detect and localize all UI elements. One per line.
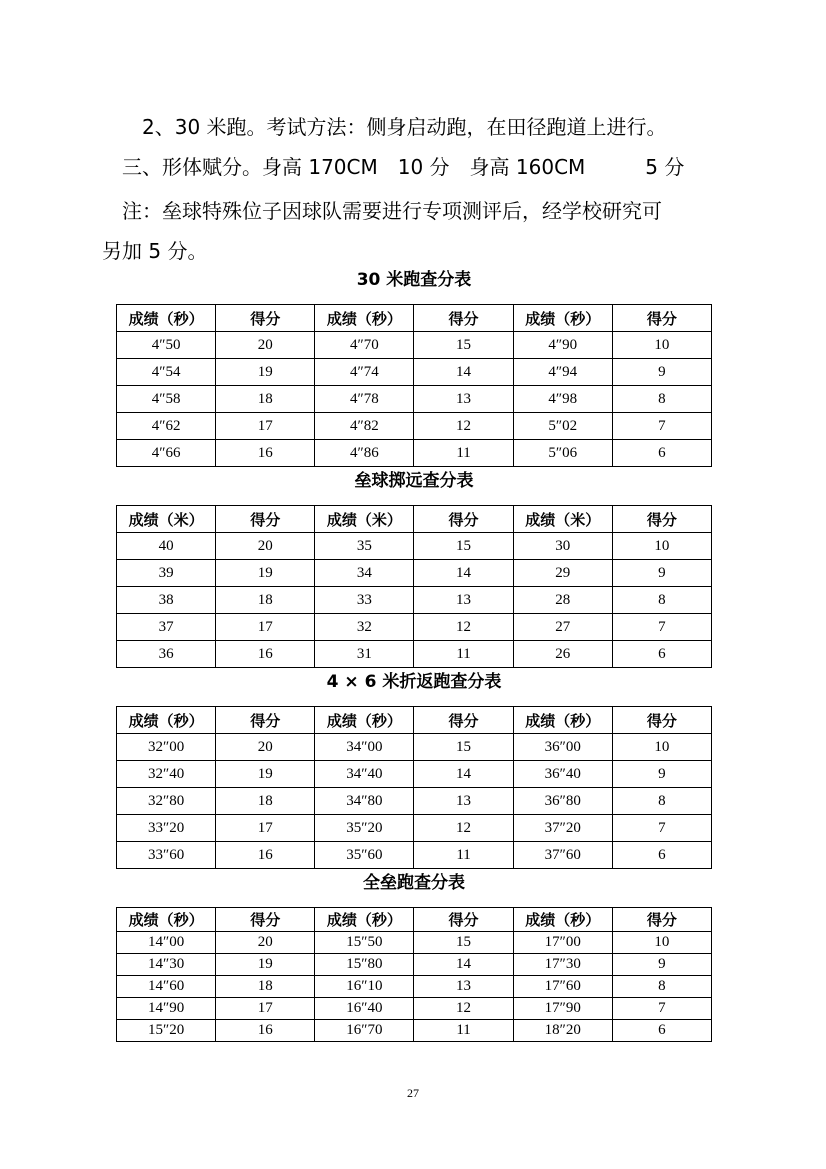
table-cell: 33 (315, 587, 414, 614)
table-cell: 12 (414, 998, 513, 1020)
table-cell: 15 (414, 332, 513, 359)
table-cell: 19 (216, 761, 315, 788)
table-cell: 16 (216, 641, 315, 668)
table-cell: 17″90 (513, 998, 612, 1020)
header-cell: 成绩（秒） (117, 305, 216, 332)
header-cell: 成绩（秒） (117, 707, 216, 734)
table-cell: 9 (612, 761, 711, 788)
paragraph-note: 注：垒球特殊位子因球队需要进行专项测评后，经学校研究可 (122, 199, 662, 223)
table-cell: 18 (216, 788, 315, 815)
table-row (117, 560, 712, 587)
table-cell: 10 (612, 734, 711, 761)
header-cell: 成绩（秒） (513, 305, 612, 332)
table-cell: 14″30 (117, 954, 216, 976)
table-cell: 34″00 (315, 734, 414, 761)
table-cell: 15″20 (117, 1020, 216, 1042)
header-cell: 得分 (612, 908, 711, 932)
table-row (117, 533, 712, 560)
table-cell: 16″40 (315, 998, 414, 1020)
table-cell: 27 (513, 614, 612, 641)
table-cell: 4″82 (315, 413, 414, 440)
table-cell: 10 (612, 332, 711, 359)
table-cell: 18 (216, 386, 315, 413)
table-cell: 16″10 (315, 976, 414, 998)
header-cell: 成绩（秒） (513, 908, 612, 932)
score-table-softball-throw (116, 505, 712, 668)
table-cell: 9 (612, 954, 711, 976)
table-cell: 4″66 (117, 440, 216, 467)
header-cell: 成绩（米） (117, 506, 216, 533)
table-cell: 32 (315, 614, 414, 641)
table-cell: 16 (216, 1020, 315, 1042)
table-cell: 7 (612, 815, 711, 842)
table-row (117, 587, 712, 614)
table-header-row (117, 707, 712, 734)
table-cell: 4″86 (315, 440, 414, 467)
table-cell: 32″00 (117, 734, 216, 761)
table-cell: 13 (414, 386, 513, 413)
table-cell: 17″60 (513, 976, 612, 998)
table-cell: 38 (117, 587, 216, 614)
table-title-shuttle-run: 4 × 6 米折返跑查分表 (326, 672, 502, 692)
table-cell: 9 (612, 359, 711, 386)
table-row (117, 1020, 712, 1042)
table-cell: 7 (612, 998, 711, 1020)
table-cell: 14 (414, 560, 513, 587)
table-title-30m-run: 30 米跑查分表 (356, 270, 472, 290)
table-cell: 30 (513, 533, 612, 560)
table-title-home-run: 全垒跑查分表 (363, 873, 465, 893)
table-cell: 4″78 (315, 386, 414, 413)
table-cell: 11 (414, 1020, 513, 1042)
table-header-row (117, 506, 712, 533)
table-cell: 6 (612, 641, 711, 668)
score-table-home-run (116, 907, 712, 1042)
header-cell: 成绩（秒） (315, 305, 414, 332)
table-cell: 5″06 (513, 440, 612, 467)
table-cell: 37″60 (513, 842, 612, 869)
table-cell: 32″80 (117, 788, 216, 815)
table-cell: 33″60 (117, 842, 216, 869)
table-row (117, 815, 712, 842)
table-cell: 37 (117, 614, 216, 641)
table-cell: 32″40 (117, 761, 216, 788)
header-cell: 得分 (612, 707, 711, 734)
table-cell: 10 (612, 932, 711, 954)
table-header-row (117, 305, 712, 332)
table-cell: 40 (117, 533, 216, 560)
table-cell: 4″70 (315, 332, 414, 359)
table-cell: 37″20 (513, 815, 612, 842)
table-cell: 14 (414, 761, 513, 788)
table-cell: 18″20 (513, 1020, 612, 1042)
table-row (117, 842, 712, 869)
table-cell: 20 (216, 533, 315, 560)
header-cell: 得分 (216, 908, 315, 932)
header-cell: 成绩（秒） (117, 908, 216, 932)
score-table-30m-run (116, 304, 712, 467)
table-cell: 31 (315, 641, 414, 668)
table-row (117, 932, 712, 954)
table-cell: 20 (216, 932, 315, 954)
table-cell: 39 (117, 560, 216, 587)
table-cell: 7 (612, 413, 711, 440)
table-cell: 35″20 (315, 815, 414, 842)
table-cell: 8 (612, 587, 711, 614)
table-cell: 20 (216, 332, 315, 359)
table-cell: 4″50 (117, 332, 216, 359)
table-cell: 16″70 (315, 1020, 414, 1042)
table-cell: 16 (216, 842, 315, 869)
paragraph-body-shape-score: 三、形体赋分。身高 170CM 10 分 身高 160CM 5 分 (122, 155, 685, 179)
table-cell: 5″02 (513, 413, 612, 440)
table-row (117, 734, 712, 761)
table-cell: 13 (414, 788, 513, 815)
table-cell: 28 (513, 587, 612, 614)
header-cell: 得分 (216, 506, 315, 533)
table-cell: 36″40 (513, 761, 612, 788)
table-cell: 19 (216, 560, 315, 587)
table-cell: 12 (414, 815, 513, 842)
table-cell: 11 (414, 842, 513, 869)
table-title-softball-throw: 垒球掷远查分表 (354, 471, 474, 491)
table-cell: 35″60 (315, 842, 414, 869)
table-row (117, 413, 712, 440)
table-cell: 4″54 (117, 359, 216, 386)
table-cell: 14″00 (117, 932, 216, 954)
table-cell: 4″98 (513, 386, 612, 413)
table-row (117, 614, 712, 641)
table-row (117, 641, 712, 668)
table-cell: 19 (216, 954, 315, 976)
header-cell: 成绩（秒） (315, 707, 414, 734)
score-table-shuttle-run (116, 706, 712, 869)
table-cell: 9 (612, 560, 711, 587)
table-cell: 6 (612, 440, 711, 467)
table-cell: 14″90 (117, 998, 216, 1020)
header-cell: 得分 (414, 707, 513, 734)
table-row (117, 761, 712, 788)
table-cell: 4″94 (513, 359, 612, 386)
table-row (117, 998, 712, 1020)
header-cell: 成绩（秒） (513, 707, 612, 734)
table-row (117, 359, 712, 386)
table-row (117, 386, 712, 413)
table-cell: 19 (216, 359, 315, 386)
table-cell: 10 (612, 533, 711, 560)
table-cell: 13 (414, 587, 513, 614)
table-cell: 4″62 (117, 413, 216, 440)
table-cell: 16 (216, 440, 315, 467)
paragraph-30m-run: 2、30 米跑。考试方法：侧身启动跑，在田径跑道上进行。 (142, 115, 667, 139)
table-cell: 18 (216, 976, 315, 998)
table-row (117, 976, 712, 998)
table-row (117, 440, 712, 467)
table-cell: 17 (216, 815, 315, 842)
header-cell: 得分 (216, 707, 315, 734)
table-row (117, 332, 712, 359)
header-cell: 成绩（秒） (315, 908, 414, 932)
table-header-row (117, 908, 712, 932)
table-cell: 12 (414, 413, 513, 440)
table-cell: 14 (414, 359, 513, 386)
header-cell: 得分 (414, 305, 513, 332)
header-cell: 得分 (612, 506, 711, 533)
table-cell: 34″40 (315, 761, 414, 788)
table-cell: 8 (612, 386, 711, 413)
paragraph-note-continued: 另加 5 分。 (102, 239, 208, 263)
table-row (117, 954, 712, 976)
table-cell: 14″60 (117, 976, 216, 998)
table-cell: 17 (216, 998, 315, 1020)
table-cell: 15 (414, 533, 513, 560)
table-cell: 17″00 (513, 932, 612, 954)
table-cell: 15″50 (315, 932, 414, 954)
header-cell: 成绩（米） (315, 506, 414, 533)
table-cell: 15 (414, 932, 513, 954)
table-cell: 11 (414, 641, 513, 668)
header-cell: 得分 (216, 305, 315, 332)
table-cell: 35 (315, 533, 414, 560)
table-cell: 11 (414, 440, 513, 467)
table-cell: 6 (612, 842, 711, 869)
table-cell: 20 (216, 734, 315, 761)
header-cell: 得分 (612, 305, 711, 332)
table-cell: 14 (414, 954, 513, 976)
table-cell: 36″00 (513, 734, 612, 761)
header-cell: 得分 (414, 908, 513, 932)
table-cell: 15″80 (315, 954, 414, 976)
table-cell: 7 (612, 614, 711, 641)
table-cell: 29 (513, 560, 612, 587)
table-cell: 34 (315, 560, 414, 587)
table-cell: 34″80 (315, 788, 414, 815)
table-cell: 36″80 (513, 788, 612, 815)
table-cell: 17 (216, 413, 315, 440)
table-cell: 6 (612, 1020, 711, 1042)
table-cell: 4″90 (513, 332, 612, 359)
table-cell: 8 (612, 976, 711, 998)
table-cell: 18 (216, 587, 315, 614)
table-cell: 17″30 (513, 954, 612, 976)
header-cell: 成绩（米） (513, 506, 612, 533)
table-cell: 36 (117, 641, 216, 668)
table-cell: 4″74 (315, 359, 414, 386)
table-cell: 4″58 (117, 386, 216, 413)
table-cell: 15 (414, 734, 513, 761)
table-cell: 13 (414, 976, 513, 998)
page-number: 27 (407, 1086, 419, 1100)
table-cell: 8 (612, 788, 711, 815)
header-cell: 得分 (414, 506, 513, 533)
table-cell: 12 (414, 614, 513, 641)
table-cell: 33″20 (117, 815, 216, 842)
table-row (117, 788, 712, 815)
table-cell: 26 (513, 641, 612, 668)
table-cell: 17 (216, 614, 315, 641)
